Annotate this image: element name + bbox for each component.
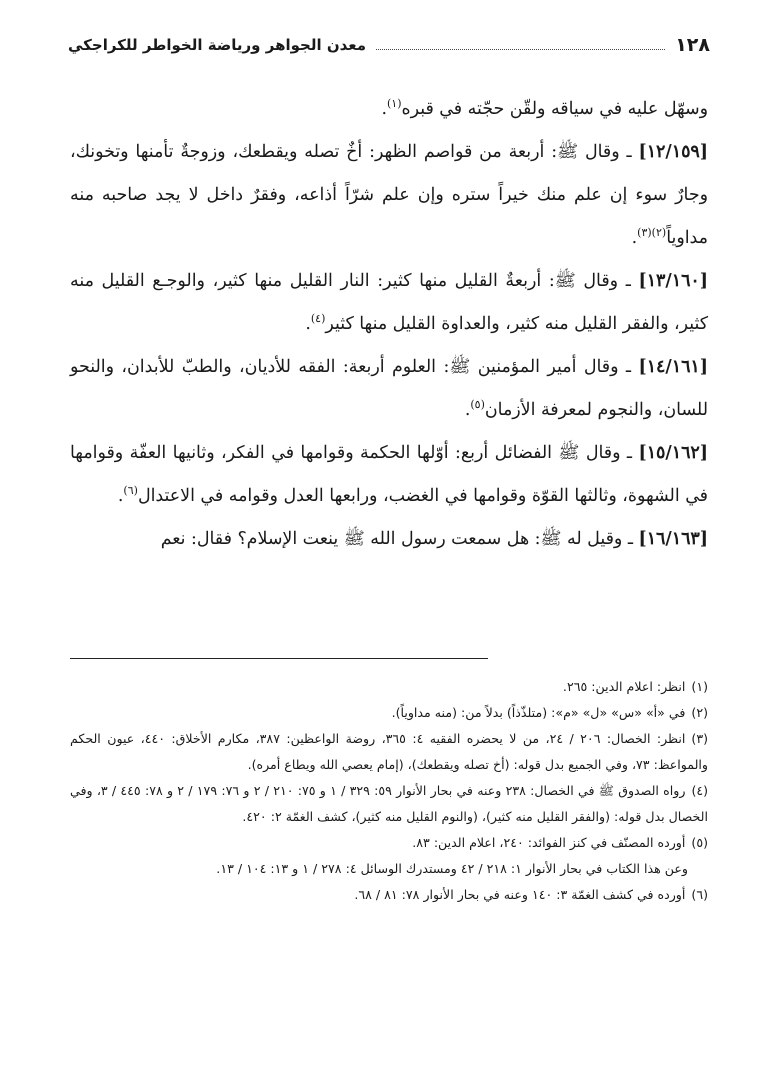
footnote-marker: (٦) bbox=[123, 484, 138, 498]
footnote-5 bbox=[70, 830, 708, 856]
footnote-text: أورده في كشف الغمّة ٣: ١٤٠ وعنه في بحار الأنوار ٧٨: ٨١ / ٦٨. bbox=[354, 887, 686, 902]
paragraph-end: . bbox=[631, 228, 638, 248]
paragraph-end: . bbox=[117, 486, 124, 506]
footnote-number: (١) bbox=[691, 679, 708, 694]
main-text bbox=[70, 88, 708, 561]
footnote-number: (٥) bbox=[691, 835, 708, 850]
paragraph-text: ـ وقال ﷺ الفضائل أربع: أوّلها الحكمة وقوامها في الفكر، وثانيها العفّة وقوامها في الشهوة، وثالثها القوّة وقوامها في الغضب، ورابعها العدل وقوامه في الاعتدال bbox=[70, 443, 708, 506]
hadith-number: [١٥/١٦٢] bbox=[638, 443, 708, 463]
header-dotted-leader bbox=[376, 49, 665, 50]
paragraph-1 bbox=[70, 88, 708, 131]
hadith-number: [١٢/١٥٩] bbox=[638, 142, 708, 162]
footnote-marker: (٢)(٣) bbox=[637, 226, 667, 240]
hadith-number: [١٤/١٦١] bbox=[638, 357, 708, 377]
hadith-number: [١٦/١٦٣] bbox=[638, 529, 708, 549]
paragraph-4 bbox=[70, 346, 708, 432]
paragraph-5 bbox=[70, 432, 708, 518]
footnote-text: في «أ» «س» «ل» «م»: (متلذّذاً) بدلاً من: (منه مداوياً). bbox=[391, 705, 686, 720]
footnote-separator bbox=[70, 658, 488, 659]
footnote-text: انظر: اعلام الدين: ٢٦٥. bbox=[562, 679, 686, 694]
paragraph-text: ـ وقال ﷺ: أربعة من قواصم الظهر: أخٌ تصله ويقطعك، وزوجةٌ تأمنها وتخونك، وجارٌ سوء إن علم منك خيراً ستره وإن علم شرّاً أذاعه، وفقرٌ داخل لا يجد صاحبه منه مداوياً bbox=[70, 142, 708, 248]
footnote-text: رواه الصدوق ﷺ في الخصال: ٢٣٨ وعنه في بحار الأنوار ٥٩: ٣٢٩ / ١ و ٧٥: ٢١٠ / ٢ و ٧٦: ١٧٩ / ٢ و ٧٨: ٤٤٥ / ٣، وفي الخصال بدل قوله: (والفقر القليل منه كثير)، (والنوم القليل منه كثير)، كشف الغمّة ٢: ٤٢٠. bbox=[70, 783, 708, 824]
page-header bbox=[68, 28, 710, 62]
paragraph-6 bbox=[70, 518, 708, 561]
paragraph-3 bbox=[70, 260, 708, 346]
footnote-marker: (٤) bbox=[310, 312, 326, 326]
paragraph-text: ـ وقال أمير المؤمنين ﷺ: العلوم أربعة: الفقه للأديان، والطبّ للأبدان، والنحو للسان، والنجوم لمعرفة الأزمان bbox=[70, 357, 708, 420]
footnote-text: انظر: الخصال: ٢٠٦ / ٢٤، من لا يحضره الفقيه ٤: ٣٦٥، روضة الواعظين: ٣٨٧، مكارم الأخلاق: ٤٤٠، عيون الحكم والمواعظ: ٧٣، وفي الجميع بدل قوله: (أخ تصله ويقطعك)، (إمام يعصي الله ويطاع أمره). bbox=[70, 731, 708, 772]
footnote-text: وعن هذا الكتاب في بحار الأنوار ١: ٢١٨ / ٤٢ ومستدرك الوسائل ٤: ٢٧٨ / ١ و ١٣: ١٠٤ / ١٣. bbox=[216, 861, 688, 876]
paragraph-end: . bbox=[381, 99, 387, 119]
running-title: معدن الجواهر ورياضة الخواطر للكراجكي bbox=[68, 36, 367, 54]
paragraph-end: . bbox=[305, 314, 311, 334]
footnote-5-continued bbox=[70, 856, 708, 882]
footnote-3 bbox=[70, 726, 708, 778]
footnote-4 bbox=[70, 778, 708, 830]
footnote-number: (٦) bbox=[691, 887, 708, 902]
paragraph-2 bbox=[70, 131, 708, 260]
footnote-2 bbox=[70, 700, 708, 726]
footnote-number: (٤) bbox=[691, 783, 709, 798]
paragraph-text: وسهّل عليه في سياقه ولقّن حجّته في قبره bbox=[401, 99, 708, 119]
footnotes bbox=[70, 674, 708, 908]
paragraph-text: ـ وقيل له ﷺ: هل سمعت رسول الله ﷺ ينعت الإسلام؟ فقال: نعم bbox=[160, 529, 639, 549]
footnote-1 bbox=[70, 674, 708, 700]
footnote-number: (٣) bbox=[691, 731, 709, 746]
hadith-number: [١٣/١٦٠] bbox=[638, 271, 708, 291]
footnote-text: أورده المصنّف في كنز الفوائد: ٢٤٠، اعلام الدين: ٨٣. bbox=[412, 835, 686, 850]
footnote-marker: (١) bbox=[387, 97, 402, 111]
footnote-number: (٢) bbox=[691, 705, 708, 720]
footnote-marker: (٥) bbox=[470, 398, 485, 412]
paragraph-text: ـ وقال ﷺ: أربعةٌ القليل منها كثير: النار القليل منها كثير، والوجـع القليل منه كثير، والفقر القليل منه كثير، والعداوة القليل منها كثير bbox=[70, 271, 708, 334]
footnote-6 bbox=[70, 882, 708, 908]
paragraph-end: . bbox=[464, 400, 471, 420]
page-number: ١٢٨ bbox=[675, 34, 710, 56]
